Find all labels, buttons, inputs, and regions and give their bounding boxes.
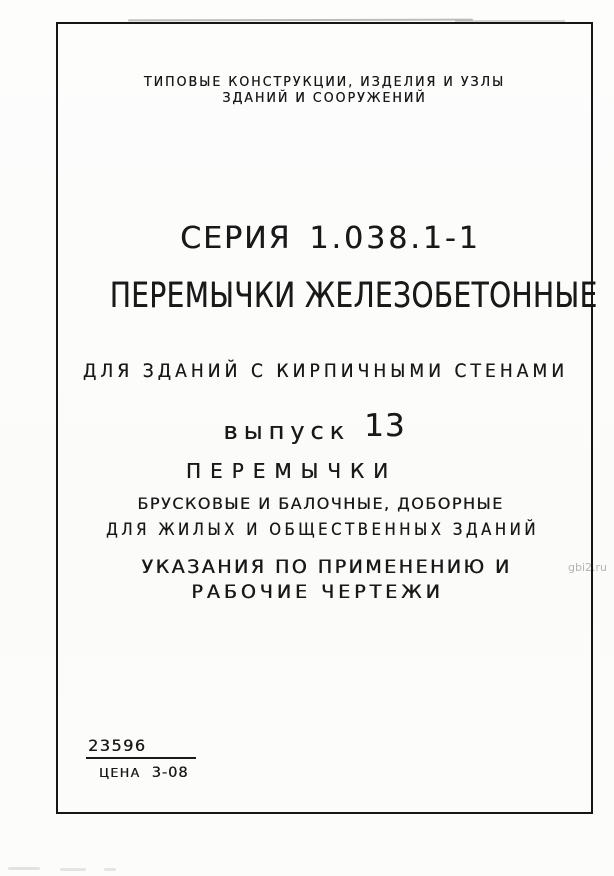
contents-line2: РАБОЧИЕ ЧЕРТЕЖИ [191, 581, 444, 603]
contents-line1: УКАЗАНИЯ ПО ПРИМЕНЕНИЮ И [141, 556, 512, 578]
site-watermark: gbi2.ru [568, 561, 608, 574]
series-number: 1.038.1-1 [309, 221, 481, 256]
issue-number: 13 [364, 408, 406, 444]
section-description-line1: БРУСКОВЫЕ И БАЛОЧНЫЕ, ДОБОРНЫЕ [137, 494, 504, 513]
series-label: СЕРИЯ [180, 221, 292, 256]
price-label: ЦЕНА [99, 765, 141, 780]
scan-artifact-line [128, 19, 473, 22]
price-row [99, 762, 196, 781]
page-border-frame [56, 22, 598, 814]
issue-label: выпуск [223, 417, 351, 445]
category-header-line1: ТИПОВЫЕ КОНСТРУКЦИИ, ИЗДЕЛИЯ И УЗЛЫ [143, 74, 506, 90]
scan-smudge [60, 868, 86, 871]
section-title: ПЕРЕМЫЧКИ [185, 459, 398, 483]
section-description-line2: ДЛЯ ЖИЛЫХ И ОБЩЕСТВЕННЫХ ЗДАНИЙ [106, 520, 539, 540]
scan-smudge [8, 867, 40, 870]
document-subtitle: ДЛЯ ЗДАНИЙ С КИРПИЧНЫМИ СТЕНАМИ [82, 360, 569, 382]
category-header-line2: ЗДАНИЙ И СООРУЖЕНИЙ [222, 90, 427, 106]
price-value: 3-08 [151, 765, 189, 781]
publication-number: 23596 [86, 736, 196, 759]
document-title: ПЕРЕМЫЧКИ ЖЕЛЕЗОБЕТОННЫЕ [109, 276, 598, 316]
publication-info-block [86, 736, 196, 781]
scan-smudge [104, 868, 116, 871]
